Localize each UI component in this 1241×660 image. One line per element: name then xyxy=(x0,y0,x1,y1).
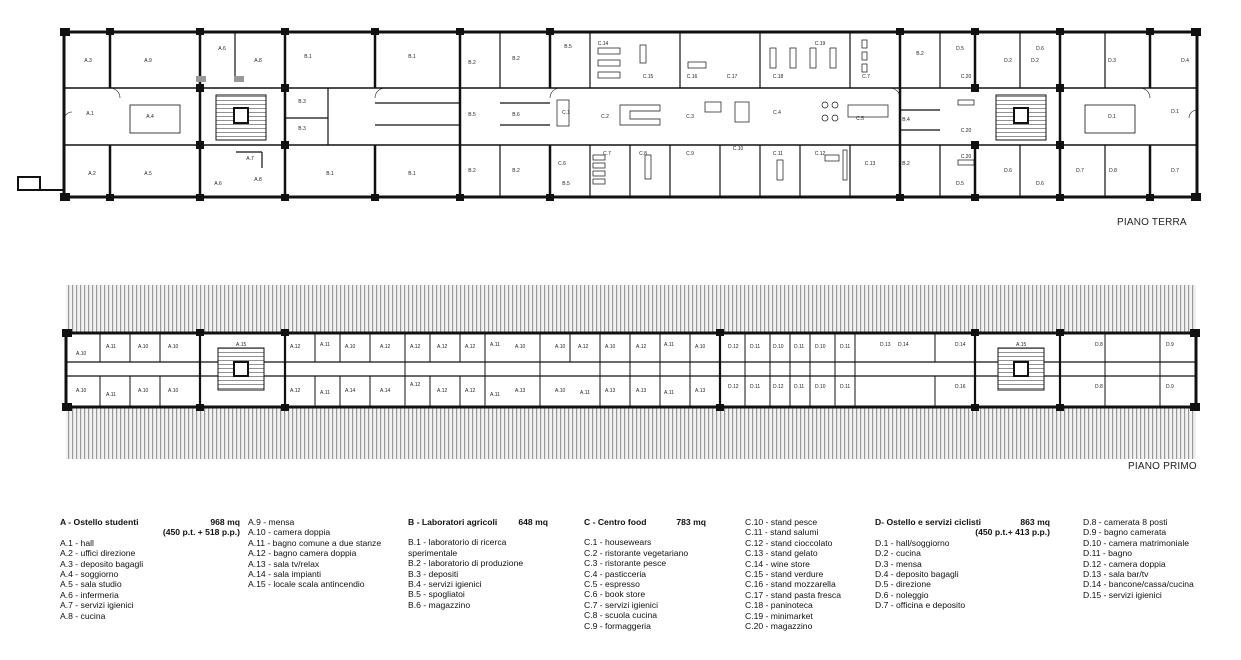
svg-text:B.1: B.1 xyxy=(304,54,312,60)
svg-text:A.11: A.11 xyxy=(490,342,500,348)
svg-text:D.12: D.12 xyxy=(773,384,784,390)
legend-item: sperimentale xyxy=(408,547,458,558)
legend-item: A.15 - locale scala antincendio xyxy=(248,579,365,590)
svg-text:A.11: A.11 xyxy=(664,390,674,396)
legend-item: C.17 - stand pasta fresca xyxy=(745,589,842,600)
svg-text:B.2: B.2 xyxy=(512,168,520,174)
svg-text:B.1: B.1 xyxy=(408,54,416,60)
svg-text:A.4: A.4 xyxy=(146,114,154,120)
legend-item: B.1 - laboratorio di ricerca xyxy=(408,537,507,548)
legend-item: A.1 - hall xyxy=(60,537,94,548)
svg-text:D.5: D.5 xyxy=(956,46,964,52)
legend-item: C.9 - formaggeria xyxy=(584,620,651,631)
legend-item: C.7 - servizi igienici xyxy=(584,599,659,610)
svg-text:D.11: D.11 xyxy=(750,384,761,390)
legend-item: D.8 - camerata 8 posti xyxy=(1083,517,1168,527)
svg-text:C.9: C.9 xyxy=(686,151,694,157)
svg-text:A.10: A.10 xyxy=(76,351,87,357)
legend-item: D.5 - direzione xyxy=(875,579,931,590)
svg-text:A.13: A.13 xyxy=(695,388,706,394)
legend-item: B.4 - servizi igienici xyxy=(408,579,482,590)
svg-text:D.7: D.7 xyxy=(1171,168,1179,174)
legend-c-area: 783 mq xyxy=(676,517,706,527)
svg-text:C.18: C.18 xyxy=(772,74,784,80)
svg-text:A.13: A.13 xyxy=(605,388,616,394)
legend-item: D.15 - servizi igienici xyxy=(1083,589,1162,600)
svg-text:A.10: A.10 xyxy=(345,344,356,350)
svg-text:A.12: A.12 xyxy=(465,388,476,394)
svg-text:A.5: A.5 xyxy=(144,171,152,177)
legend-item: C.8 - scuola cucina xyxy=(584,610,658,621)
svg-text:D.1: D.1 xyxy=(1171,109,1179,115)
svg-text:A.2: A.2 xyxy=(88,171,96,177)
legend-item: C.2 - ristorante vegetariano xyxy=(584,547,689,558)
svg-text:B.3: B.3 xyxy=(298,126,306,132)
svg-text:A.15: A.15 xyxy=(236,342,247,348)
legend-item: B.5 - spogliatoi xyxy=(408,589,465,600)
svg-text:A.11: A.11 xyxy=(320,390,330,396)
svg-text:A.15: A.15 xyxy=(1016,342,1027,348)
legend-item: C.18 - paninoteca xyxy=(745,600,813,611)
svg-text:A.12: A.12 xyxy=(437,388,448,394)
svg-text:A.10: A.10 xyxy=(168,388,179,394)
svg-text:C.2: C.2 xyxy=(601,114,609,120)
svg-text:B.2: B.2 xyxy=(512,56,520,62)
svg-text:A.13: A.13 xyxy=(515,388,526,394)
svg-text:D.8: D.8 xyxy=(1095,384,1103,390)
legend-item: C.13 - stand gelato xyxy=(745,548,818,559)
svg-text:A.12: A.12 xyxy=(290,388,301,394)
svg-text:C.19: C.19 xyxy=(814,41,826,47)
svg-text:D.14: D.14 xyxy=(955,342,966,348)
legend-item: C.20 - magazzino xyxy=(745,621,813,632)
legend-d-sub: (450 p.t.+ 413 p.p.) xyxy=(975,527,1050,538)
legend-item: A.4 - soggiorno xyxy=(60,569,119,580)
svg-text:B.2: B.2 xyxy=(468,168,476,174)
svg-text:B.3: B.3 xyxy=(298,99,306,105)
svg-text:A.3: A.3 xyxy=(84,58,92,64)
svg-text:A.10: A.10 xyxy=(555,344,566,350)
svg-text:D.11: D.11 xyxy=(750,344,761,350)
legend-b-title: B - Laboratori agricoli xyxy=(408,517,498,527)
svg-text:D.5: D.5 xyxy=(956,181,964,187)
legend-item: C.14 - wine store xyxy=(745,558,810,569)
svg-text:B.1: B.1 xyxy=(326,171,334,177)
svg-text:D.3: D.3 xyxy=(1108,58,1116,64)
legend-item: A.3 - deposito bagagli xyxy=(60,558,144,569)
svg-text:A.1: A.1 xyxy=(86,111,94,117)
svg-text:A.12: A.12 xyxy=(410,344,421,350)
legend-item: A.9 - mensa xyxy=(248,517,295,527)
first-floor-plan xyxy=(62,329,1200,411)
svg-text:A.10: A.10 xyxy=(605,344,616,350)
svg-text:A.10: A.10 xyxy=(138,344,149,350)
svg-text:C.10: C.10 xyxy=(732,146,744,152)
legend-item: D.2 - cucina xyxy=(875,548,921,559)
legend-c-heading xyxy=(584,517,706,527)
legend-item: A.13 - sala tv/relax xyxy=(248,558,320,569)
legend-b xyxy=(408,517,548,610)
legend-item: C.1 - housewears xyxy=(584,537,652,548)
svg-text:B.5: B.5 xyxy=(564,44,572,50)
svg-text:A.11: A.11 xyxy=(320,342,330,348)
svg-text:B.4: B.4 xyxy=(902,117,910,123)
legend-item: B.2 - laboratorio di produzione xyxy=(408,558,524,569)
svg-text:A.11: A.11 xyxy=(664,342,674,348)
svg-text:A.12: A.12 xyxy=(410,382,421,388)
legend-item: C.16 - stand mozzarella xyxy=(745,579,836,590)
svg-text:C.16: C.16 xyxy=(686,74,698,80)
svg-text:C.1: C.1 xyxy=(562,110,570,116)
svg-text:A.10: A.10 xyxy=(695,344,706,350)
svg-text:C.5: C.5 xyxy=(856,116,864,122)
svg-text:A.8: A.8 xyxy=(254,58,262,64)
svg-text:D.8: D.8 xyxy=(1109,168,1117,174)
legend-item: C.11 - stand salumi xyxy=(745,527,819,538)
svg-text:D.11: D.11 xyxy=(794,344,805,350)
svg-text:A.11: A.11 xyxy=(106,392,116,398)
svg-text:C.3: C.3 xyxy=(686,114,694,120)
svg-text:A.6: A.6 xyxy=(214,181,222,187)
svg-text:D.10: D.10 xyxy=(815,384,826,390)
svg-text:C.8: C.8 xyxy=(639,151,647,157)
svg-text:C.4: C.4 xyxy=(773,110,781,116)
svg-text:C.17: C.17 xyxy=(726,74,738,80)
svg-text:A.7: A.7 xyxy=(246,156,254,162)
svg-text:A.12: A.12 xyxy=(636,344,647,350)
ground-floor-title: PIANO TERRA xyxy=(1117,217,1187,228)
legend-item: A.6 - infermeria xyxy=(60,589,119,600)
svg-text:C.20: C.20 xyxy=(960,128,972,134)
svg-text:D.10: D.10 xyxy=(815,344,826,350)
svg-text:D.4: D.4 xyxy=(1181,58,1189,64)
svg-text:A.13: A.13 xyxy=(636,388,647,394)
legend-item: D.10 - camera matrimoniale xyxy=(1083,537,1190,548)
legend-d-continued xyxy=(1083,517,1233,600)
legend-item: D.6 - noleggio xyxy=(875,589,929,600)
svg-text:B.2: B.2 xyxy=(902,161,910,167)
svg-text:D.9: D.9 xyxy=(1166,342,1174,348)
svg-text:C.20: C.20 xyxy=(960,154,972,160)
svg-text:D.14: D.14 xyxy=(898,342,909,348)
legend-item: D.12 - camera doppia xyxy=(1083,558,1166,569)
svg-text:C.7: C.7 xyxy=(862,74,870,80)
svg-text:D.6: D.6 xyxy=(1036,46,1044,52)
svg-text:A.10: A.10 xyxy=(555,388,566,394)
svg-text:A.10: A.10 xyxy=(515,344,526,350)
roof-hatch-top xyxy=(66,285,1196,333)
svg-text:C.12: C.12 xyxy=(814,151,826,157)
svg-text:C.14: C.14 xyxy=(597,41,609,47)
svg-text:B.1: B.1 xyxy=(408,171,416,177)
svg-text:D.13: D.13 xyxy=(880,342,891,348)
svg-text:A.12: A.12 xyxy=(578,344,589,350)
svg-text:A.14: A.14 xyxy=(380,388,391,394)
legend-a-sub: (450 p.t. + 518 p.p.) xyxy=(162,527,240,538)
legend-d xyxy=(875,517,1050,611)
legend-b-heading xyxy=(408,517,548,527)
svg-text:C.13: C.13 xyxy=(864,161,876,167)
legend-item: A.8 - cucina xyxy=(60,610,106,621)
legend-d-heading xyxy=(875,517,1050,527)
first-floor-title: PIANO PRIMO xyxy=(1128,461,1197,472)
legend-item: D.1 - hall/soggiorno xyxy=(875,537,950,548)
svg-text:D.11: D.11 xyxy=(840,344,851,350)
legend-item: A.11 - bagno comune a due stanze xyxy=(248,537,382,548)
svg-text:A.6: A.6 xyxy=(218,46,226,52)
svg-text:D.12: D.12 xyxy=(728,384,739,390)
svg-text:B.2: B.2 xyxy=(916,51,924,57)
svg-text:A.11: A.11 xyxy=(490,392,500,398)
legend-item: D.4 - deposito bagagli xyxy=(875,569,959,580)
legend-a xyxy=(60,517,240,621)
svg-text:D.8: D.8 xyxy=(1095,342,1103,348)
svg-text:D.2: D.2 xyxy=(1031,58,1039,64)
legend-item: D.3 - mensa xyxy=(875,558,922,569)
legend-d-title: D- Ostello e servizi ciclisti xyxy=(875,517,982,527)
svg-text:D.1: D.1 xyxy=(1108,114,1116,120)
svg-text:A.10: A.10 xyxy=(168,344,179,350)
svg-text:A.11: A.11 xyxy=(106,344,116,350)
svg-text:D.16: D.16 xyxy=(955,384,966,390)
svg-text:A.10: A.10 xyxy=(76,388,87,394)
svg-text:D.10: D.10 xyxy=(773,344,784,350)
legend-item: C.6 - book store xyxy=(584,589,646,600)
legend-item: C.19 - minimarket xyxy=(745,610,813,621)
legend-a-items xyxy=(60,538,240,621)
legend-a-continued xyxy=(248,517,398,590)
legend-item: A.12 - bagno camera doppia xyxy=(248,548,357,559)
legend-item: C.3 - ristorante pesce xyxy=(584,558,667,569)
svg-text:B.2: B.2 xyxy=(468,60,476,66)
legend-item: D.14 - bancone/cassa/cucina xyxy=(1083,579,1194,590)
legend-item: C.10 - stand pesce xyxy=(745,517,818,527)
legend-item: A.7 - servizi igienici xyxy=(60,600,134,611)
ground-floor-plan xyxy=(18,28,1201,201)
svg-text:C.6: C.6 xyxy=(558,161,566,167)
svg-text:A.12: A.12 xyxy=(437,344,448,350)
svg-text:D.9: D.9 xyxy=(1166,384,1174,390)
legend-a-title: A - Ostello studenti xyxy=(60,517,139,527)
svg-text:C.20: C.20 xyxy=(960,74,972,80)
legend-d-area: 863 mq xyxy=(1020,517,1050,527)
legend-item: A.5 - sala studio xyxy=(60,579,122,590)
svg-text:A.8: A.8 xyxy=(254,177,262,183)
legend-item: C.12 - stand cioccolato xyxy=(745,537,833,548)
legend-item: D.7 - officina e deposito xyxy=(875,600,966,611)
svg-text:A.9: A.9 xyxy=(144,58,152,64)
legend-item: A.14 - sala impianti xyxy=(248,569,322,580)
svg-text:D.12: D.12 xyxy=(728,344,739,350)
legend-c xyxy=(584,517,706,631)
legend-item: B.6 - magazzino xyxy=(408,599,471,610)
legend-item: D.11 - bagno xyxy=(1083,548,1133,559)
svg-text:D.7: D.7 xyxy=(1076,168,1084,174)
svg-text:B.5: B.5 xyxy=(562,181,570,187)
svg-text:D.6: D.6 xyxy=(1036,181,1044,187)
svg-text:D.11: D.11 xyxy=(840,384,851,390)
svg-text:D.2: D.2 xyxy=(1004,58,1012,64)
svg-text:B.5: B.5 xyxy=(468,112,476,118)
svg-text:C.7: C.7 xyxy=(603,151,611,157)
legend-item: A.2 - uffici direzione xyxy=(60,548,136,559)
svg-text:B.6: B.6 xyxy=(512,112,520,118)
svg-text:C.11: C.11 xyxy=(772,151,784,157)
legend-item: C.5 - espresso xyxy=(584,579,640,590)
svg-text:A.12: A.12 xyxy=(465,344,476,350)
svg-text:C.15: C.15 xyxy=(642,74,654,80)
svg-text:D.11: D.11 xyxy=(794,384,805,390)
svg-text:A.14: A.14 xyxy=(345,388,356,394)
legend-item: D.9 - bagno camerata xyxy=(1083,527,1167,538)
legend-b-area: 648 mq xyxy=(518,517,548,527)
legend-a-area: 968 mq xyxy=(210,517,240,527)
legend-item: C.4 - pasticceria xyxy=(584,568,647,579)
svg-text:A.12: A.12 xyxy=(380,344,391,350)
legend-a-heading xyxy=(60,517,240,527)
svg-text:A.10: A.10 xyxy=(138,388,149,394)
legend-item: B.3 - depositi xyxy=(408,568,459,579)
svg-text:A.11: A.11 xyxy=(580,390,590,396)
legend-c-title: C - Centro food xyxy=(584,517,647,527)
svg-text:D.6: D.6 xyxy=(1004,168,1012,174)
legend-item: D.13 - sala bar/tv xyxy=(1083,569,1149,580)
roof-hatch-bottom xyxy=(66,407,1196,459)
legend-c-continued xyxy=(745,517,865,631)
svg-text:A.12: A.12 xyxy=(290,344,301,350)
legend-item: A.10 - camera doppia xyxy=(248,527,331,538)
legend-item: C.15 - stand verdure xyxy=(745,569,824,580)
